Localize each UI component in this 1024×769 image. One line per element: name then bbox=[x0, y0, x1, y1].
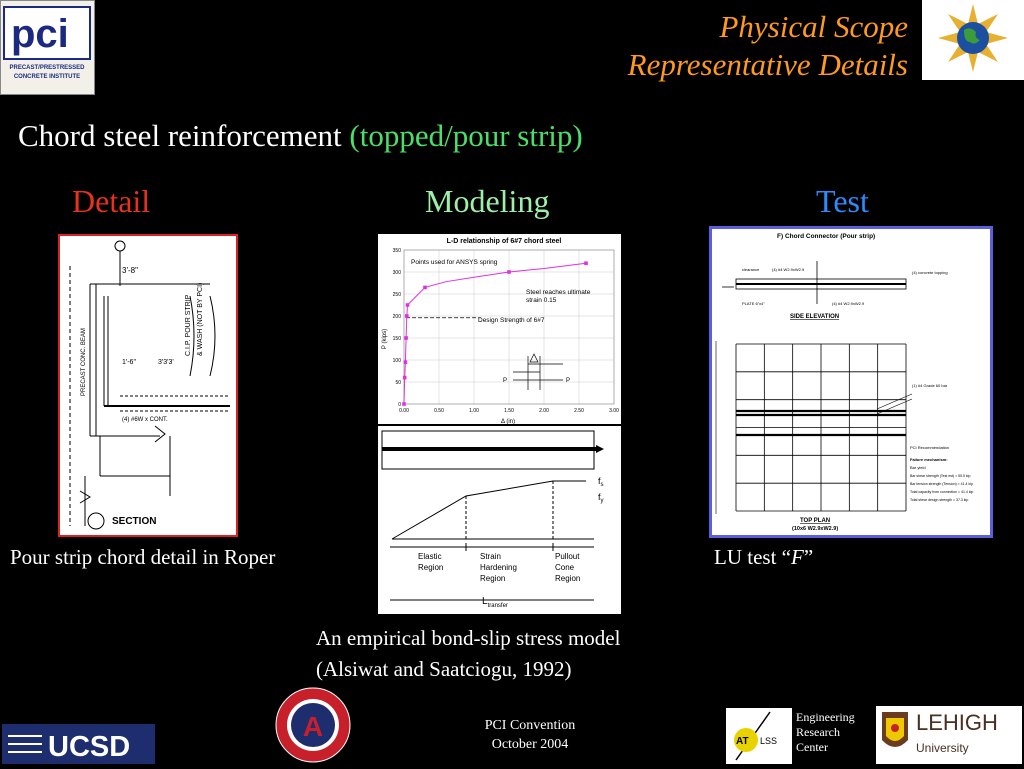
svg-text:PCI Recommendation: PCI Recommendation bbox=[910, 445, 950, 450]
x-tick-label: 3.00 bbox=[609, 408, 619, 414]
slide-subtitle bbox=[18, 118, 583, 154]
detail-caption: Pour strip chord detail in Roper bbox=[10, 545, 276, 569]
side-elevation-label: SIDE ELEVATION bbox=[790, 314, 840, 320]
chart-title: L-D relationship of 6#7 chord steel bbox=[446, 238, 562, 245]
x-tick-label: 0.00 bbox=[399, 408, 409, 414]
svg-text:Elastic: Elastic bbox=[418, 552, 442, 561]
civil-engineering-seal bbox=[274, 686, 352, 764]
erc-line-2: Research bbox=[796, 725, 840, 739]
ld-point bbox=[402, 402, 406, 406]
svg-text:Region: Region bbox=[480, 574, 506, 583]
ld-point bbox=[406, 303, 410, 307]
y-tick-label: 50 bbox=[395, 380, 401, 386]
ld-point bbox=[404, 360, 408, 364]
svg-text:fs: $f_s$ bbox=[598, 476, 604, 488]
svg-text:& WASH (NOT BY PCI): & WASH (NOT BY PCI) bbox=[197, 282, 204, 356]
modeling-heading: Modeling bbox=[425, 183, 550, 219]
ld-point bbox=[403, 376, 407, 380]
y-tick-label: 300 bbox=[392, 270, 401, 276]
subtitle-highlight: (topped/pour strip) bbox=[349, 118, 583, 153]
svg-text:Cone: Cone bbox=[555, 563, 575, 572]
svg-text:(4) #6W x CONT.: (4) #6W x CONT. bbox=[122, 417, 168, 423]
test-heading: Test bbox=[816, 183, 869, 219]
pci-logo bbox=[0, 0, 95, 95]
pci-logo-text: pci bbox=[11, 12, 69, 56]
x-tick-label: 1.00 bbox=[469, 408, 479, 414]
chord-schematic bbox=[513, 354, 563, 390]
modeling-chart bbox=[378, 234, 621, 424]
y-tick-label: 0 bbox=[398, 402, 401, 408]
test-caption-prefix: LU test “ bbox=[714, 545, 791, 569]
modeling-caption-1: An empirical bond-slip stress model bbox=[316, 626, 621, 650]
svg-text:Hardening: Hardening bbox=[480, 563, 517, 572]
modeling-caption-2: (Alsiwat and Saatciogu, 1992) bbox=[316, 657, 572, 681]
svg-text:clearance: clearance bbox=[742, 267, 760, 272]
y-tick-label: 150 bbox=[392, 336, 401, 342]
title-line-2: Representative Details bbox=[627, 47, 908, 82]
svg-text:CONCRETE INSTITUTE: CONCRETE INSTITUTE bbox=[13, 74, 81, 80]
svg-text:Strain: Strain bbox=[480, 552, 501, 561]
svg-text:(4) concrete topping: (4) concrete topping bbox=[912, 270, 948, 275]
test-drawing bbox=[709, 226, 993, 538]
lehigh-sub: University bbox=[916, 741, 969, 755]
ylabel: P (kips) bbox=[382, 328, 388, 350]
title-line-1: Physical Scope bbox=[719, 9, 908, 44]
svg-text:PRECAST/PRESTRESSED: PRECAST/PRESTRESSED bbox=[9, 65, 85, 71]
annotation-points: Points used for ANSYS spring bbox=[411, 259, 498, 266]
xlabel: Δ (in) bbox=[500, 419, 516, 424]
svg-text:LSS: LSS bbox=[760, 736, 778, 746]
slide-title bbox=[628, 8, 908, 84]
wave-icon bbox=[8, 736, 42, 752]
svg-text:(4) #4 W2.9xW2.9: (4) #4 W2.9xW2.9 bbox=[772, 267, 805, 272]
x-tick-label: 1.50 bbox=[504, 408, 514, 414]
y-tick-label: 350 bbox=[392, 248, 401, 254]
svg-text:Region: Region bbox=[555, 574, 581, 583]
detail-heading: Detail bbox=[72, 183, 151, 219]
y-tick-label: 200 bbox=[392, 314, 401, 320]
subtitle-main: Chord steel reinforcement bbox=[18, 118, 350, 153]
svg-text:PLATE 6"x4": PLATE 6"x4" bbox=[742, 301, 765, 306]
svg-text:(1) #4 Grade 60 bar: (1) #4 Grade 60 bar bbox=[912, 383, 948, 388]
svg-text:C.I.P. POUR STRIP: C.I.P. POUR STRIP bbox=[185, 294, 192, 356]
globe-logo bbox=[922, 0, 1024, 80]
erc-line-3: Center bbox=[796, 740, 828, 754]
convention-line-1: PCI Convention bbox=[484, 718, 576, 733]
svg-text:PRECAST CONC. BEAM: PRECAST CONC. BEAM bbox=[81, 328, 87, 396]
svg-text:Bar yield: Bar yield bbox=[910, 465, 926, 470]
test-caption-suffix: ” bbox=[803, 545, 814, 569]
svg-text:3'3'3': 3'3'3' bbox=[158, 359, 174, 366]
top-plan-sub: (10x6 W2.9xW2.9) bbox=[792, 526, 839, 532]
convention-line-2: October 2004 bbox=[491, 737, 569, 752]
ld-point bbox=[405, 314, 409, 318]
svg-text:Pullout: Pullout bbox=[555, 552, 580, 561]
svg-text:Region: Region bbox=[418, 563, 444, 572]
bond-slip-model bbox=[378, 426, 621, 614]
svg-text:Bar tension strength (Tension): Bar tension strength (Tension) = 41.4 kip bbox=[910, 482, 973, 486]
letter-a-icon: A bbox=[302, 711, 324, 742]
lehigh-logo bbox=[876, 706, 1022, 764]
y-tick-label: 250 bbox=[392, 292, 401, 298]
svg-text:Ltransfer: $L_{transfer}$ bbox=[482, 596, 508, 609]
svg-text:Failure mechanism:: Failure mechanism: bbox=[910, 457, 948, 462]
ld-point bbox=[423, 286, 427, 290]
annotation-ultimate: Steel reaches ultimate bbox=[526, 289, 591, 296]
svg-text:AT: AT bbox=[736, 736, 749, 747]
test-caption-italic: F bbox=[790, 545, 804, 569]
ld-series-line bbox=[404, 263, 586, 404]
x-tick-label: 2.00 bbox=[539, 408, 549, 414]
svg-text:P: P bbox=[503, 378, 508, 384]
svg-text:SECTION: SECTION bbox=[112, 516, 157, 527]
detail-drawing bbox=[58, 234, 238, 537]
erc-text bbox=[796, 710, 855, 755]
ucsd-logo bbox=[2, 724, 155, 764]
ucsd-text: UCSD bbox=[48, 731, 131, 763]
top-plan-label: TOP PLAN bbox=[800, 518, 831, 524]
atlss-logo bbox=[726, 708, 792, 764]
svg-text:Total capacity from connection: Total capacity from connection = 41.4 kip bbox=[910, 490, 974, 494]
ld-point bbox=[507, 270, 511, 274]
ld-point bbox=[404, 336, 408, 340]
annotation-design: Design Strength of 6#7 bbox=[478, 317, 545, 324]
annotation-ultimate-2: strain 0.15 bbox=[526, 297, 557, 304]
svg-text:3'-8": 3'-8" bbox=[122, 266, 138, 275]
test-panel-title: F) Chord Connector (Pour strip) bbox=[777, 233, 876, 240]
lehigh-text: LEHIGH bbox=[916, 710, 998, 735]
svg-text:Bar shear strength (Test est): Bar shear strength (Test est) = 55.5 kip bbox=[910, 474, 971, 478]
test-caption bbox=[714, 545, 813, 570]
x-tick-label: 2.50 bbox=[574, 408, 584, 414]
erc-line-1: Engineering bbox=[796, 710, 855, 724]
modeling-caption bbox=[316, 623, 620, 685]
svg-text:(4) #4 W2.9xW2.9: (4) #4 W2.9xW2.9 bbox=[832, 301, 865, 306]
y-tick-label: 100 bbox=[392, 358, 401, 364]
x-tick-label: 0.50 bbox=[434, 408, 444, 414]
convention-info bbox=[460, 716, 600, 754]
svg-text:P: P bbox=[566, 378, 571, 384]
ld-point bbox=[584, 261, 588, 265]
svg-text:1'-6": 1'-6" bbox=[122, 359, 136, 366]
svg-text:Total shear design strength =: Total shear design strength = 37.3 kip bbox=[910, 498, 969, 502]
svg-text:fy: $f_y$ bbox=[598, 492, 604, 504]
